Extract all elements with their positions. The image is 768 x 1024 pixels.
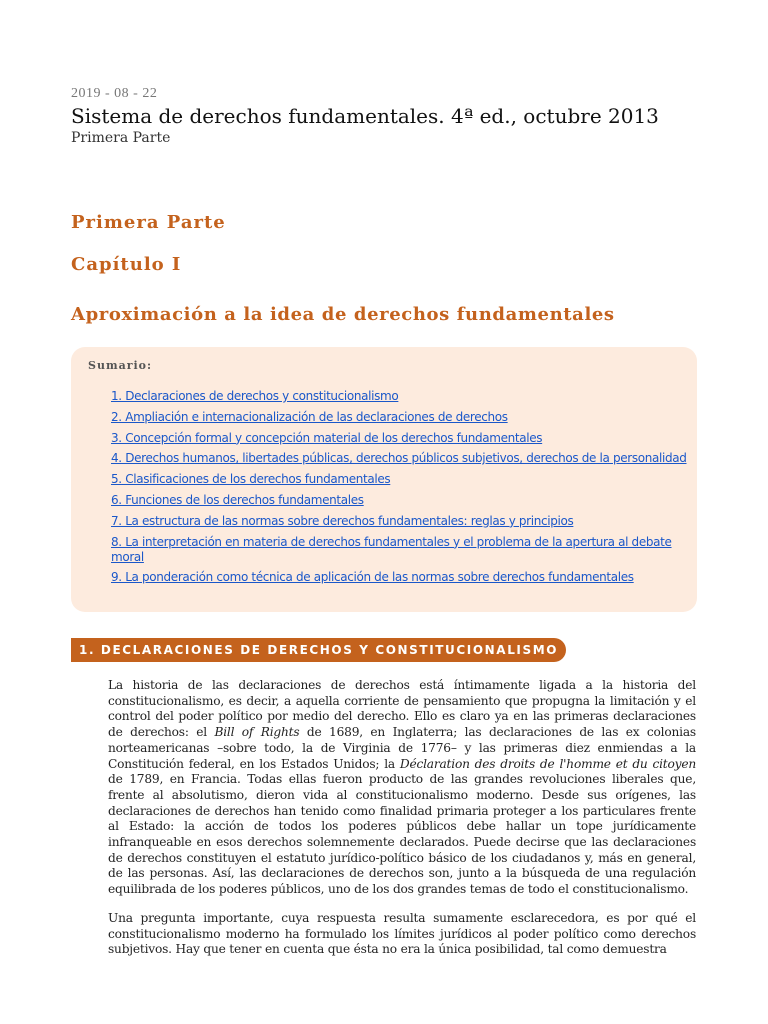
toc-item [111, 431, 691, 446]
part-heading: Primera Parte [71, 212, 226, 233]
section-1-heading: 1. DECLARACIONES DE DERECHOS Y CONSTITUCIONALISMO [71, 638, 566, 662]
toc-link-3[interactable]: 3. Concepción formal y concepción material de los derechos fundamentales [111, 430, 543, 445]
chapter-heading: Capítulo I [71, 254, 182, 275]
toc-link-2[interactable]: 2. Ampliación e internacionalización de las declaraciones de derechos [111, 409, 508, 424]
text-run: La historia de las declaraciones de derechos está íntimamente ligada a la historia del constitucionalismo, es decir, a aquella corriente de pensamiento que propugna la limitación y el control del poder político por medio del derecho. Ello es claro ya en las primeras declaraciones de derechos: el [108, 678, 696, 740]
toc-item [111, 410, 691, 425]
toc-item [111, 514, 691, 529]
publication-date: 2019 - 08 - 22 [71, 86, 158, 101]
toc-link-5[interactable]: 5. Clasificaciones de los derechos fundamentales [111, 472, 391, 487]
section-1-body [108, 678, 696, 971]
toc-item [111, 451, 691, 466]
toc-item [111, 472, 691, 487]
document-subtitle: Primera Parte [71, 130, 171, 146]
paragraph-1 [108, 678, 696, 898]
toc-link-6[interactable]: 6. Funciones de los derechos fundamentales [111, 492, 364, 507]
toc-link-7[interactable]: 7. La estructura de las normas sobre derechos fundamentales: reglas y principios [111, 513, 574, 528]
toc-item [111, 535, 691, 565]
toc-link-9[interactable]: 9. La ponderación como técnica de aplicación de las normas sobre derechos fundamentales [111, 570, 634, 585]
text-run: de 1689, en Inglaterra; las declaraciones de las ex colonias norteamericanas –sobre todo, la de Virginia de 1776– y las primeras diez enmiendas a la Constitución federal, en los Estados Unidos; la [108, 725, 696, 771]
paragraph-2: Una pregunta importante, cuya respuesta resulta sumamente esclarecedora, es por qué el constitucionalismo moderno ha formulado los límites jurídicos al poder político como derechos subjetivos. Hay que tener en cuenta que ésta no era la única posibilidad, tal como demuestra [108, 910, 696, 957]
toc-item [111, 570, 691, 585]
text-run: de 1789, en Francia. Todas ellas fueron producto de las grandes revoluciones liberales que, frente al absolutismo, dieron vida al constitucionalismo moderno. Desde sus orígenes, las declaraciones de derechos han tenido como finalidad primaria proteger a los particulares frente al Estado: la acción de todos los poderes públicos debe hallar un tope jurídicamente infranqueable en esos derechos solemnemente declarados. Puede decirse que las declaraciones de derechos constituyen el estatuto jurídico-político básico de los ciudadanos y, más en general, de las personas. Así, las declaraciones de derechos son, junto a la búsqueda de una regulación equilibrada de los poderes públicos, uno de los dos grandes temas de todo el constitucionalismo. [108, 772, 696, 897]
chapter-title: Aproximación a la idea de derechos fundamentales [71, 304, 615, 325]
summary-box [71, 347, 697, 612]
italic-title: Bill of Rights [214, 725, 300, 740]
summary-label: Sumario: [88, 359, 153, 372]
toc-item [111, 389, 691, 404]
toc-item [111, 493, 691, 508]
table-of-contents [111, 389, 691, 591]
toc-link-8[interactable]: 8. La interpretación en materia de derechos fundamentales y el problema de la apertura al debate moral [111, 534, 672, 564]
document-title: Sistema de derechos fundamentales. 4ª ed., octubre 2013 [71, 104, 659, 128]
toc-link-1[interactable]: 1. Declaraciones de derechos y constitucionalismo [111, 389, 399, 403]
toc-link-4[interactable]: 4. Derechos humanos, libertades públicas, derechos públicos subjetivos, derechos de la personalidad [111, 451, 687, 466]
italic-title: Déclaration des droits de l'homme et du citoyen [399, 756, 696, 771]
